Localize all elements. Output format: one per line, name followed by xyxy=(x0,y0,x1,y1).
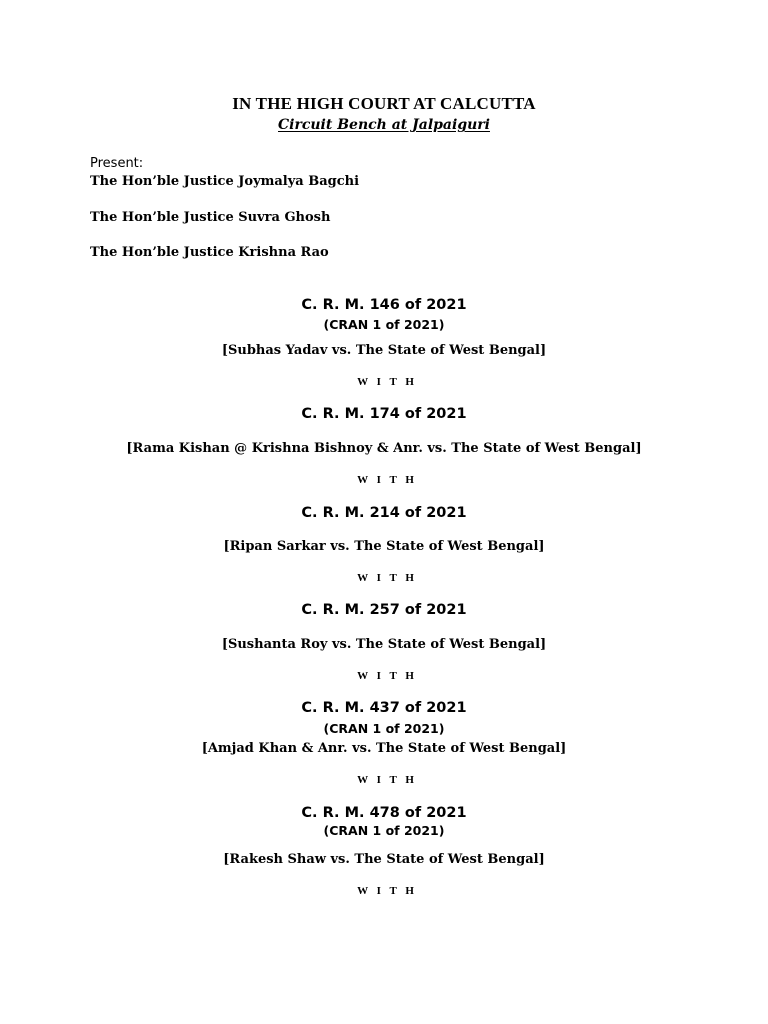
case-number: C. R. M. 478 of 2021 xyxy=(301,805,467,821)
with-connector: W I T H xyxy=(357,670,417,682)
with-connector: W I T H xyxy=(357,572,417,584)
bench-subtitle: Circuit Bench at Jalpaiguri xyxy=(278,117,490,133)
case-number: C. R. M. 257 of 2021 xyxy=(301,602,467,618)
case-parties: [Rama Kishan @ Krishna Bishnoy & Anr. vs. The State of West Bengal] xyxy=(126,441,642,456)
case-parties: [Sushanta Roy vs. The State of West Bengal] xyxy=(221,637,547,652)
case-number: C. R. M. 146 of 2021 xyxy=(301,297,467,313)
case-cran: (CRAN 1 of 2021) xyxy=(323,721,445,736)
present-label: Present: xyxy=(90,156,144,171)
court-title: IN THE HIGH COURT AT CALCUTTA xyxy=(232,94,536,113)
with-connector: W I T H xyxy=(357,774,417,786)
case-cran: (CRAN 1 of 2021) xyxy=(323,317,445,332)
case-parties: [Amjad Khan & Anr. vs. The State of West Bengal] xyxy=(201,741,567,756)
case-parties: [Rakesh Shaw vs. The State of West Bengal] xyxy=(223,852,545,867)
case-number: C. R. M. 174 of 2021 xyxy=(301,406,467,422)
judge-name: The Hon’ble Justice Suvra Ghosh xyxy=(90,210,331,225)
case-number: C. R. M. 437 of 2021 xyxy=(301,700,467,716)
case-parties: [Ripan Sarkar vs. The State of West Bengal] xyxy=(223,539,545,554)
judge-name: The Hon’ble Justice Krishna Rao xyxy=(90,245,329,260)
case-parties: [Subhas Yadav vs. The State of West Bengal] xyxy=(221,343,547,358)
with-connector: W I T H xyxy=(357,376,417,388)
with-connector: W I T H xyxy=(357,885,417,897)
case-cran: (CRAN 1 of 2021) xyxy=(323,823,445,838)
with-connector: W I T H xyxy=(357,474,417,486)
case-number: C. R. M. 214 of 2021 xyxy=(301,505,467,521)
judge-name: The Hon’ble Justice Joymalya Bagchi xyxy=(90,174,360,189)
